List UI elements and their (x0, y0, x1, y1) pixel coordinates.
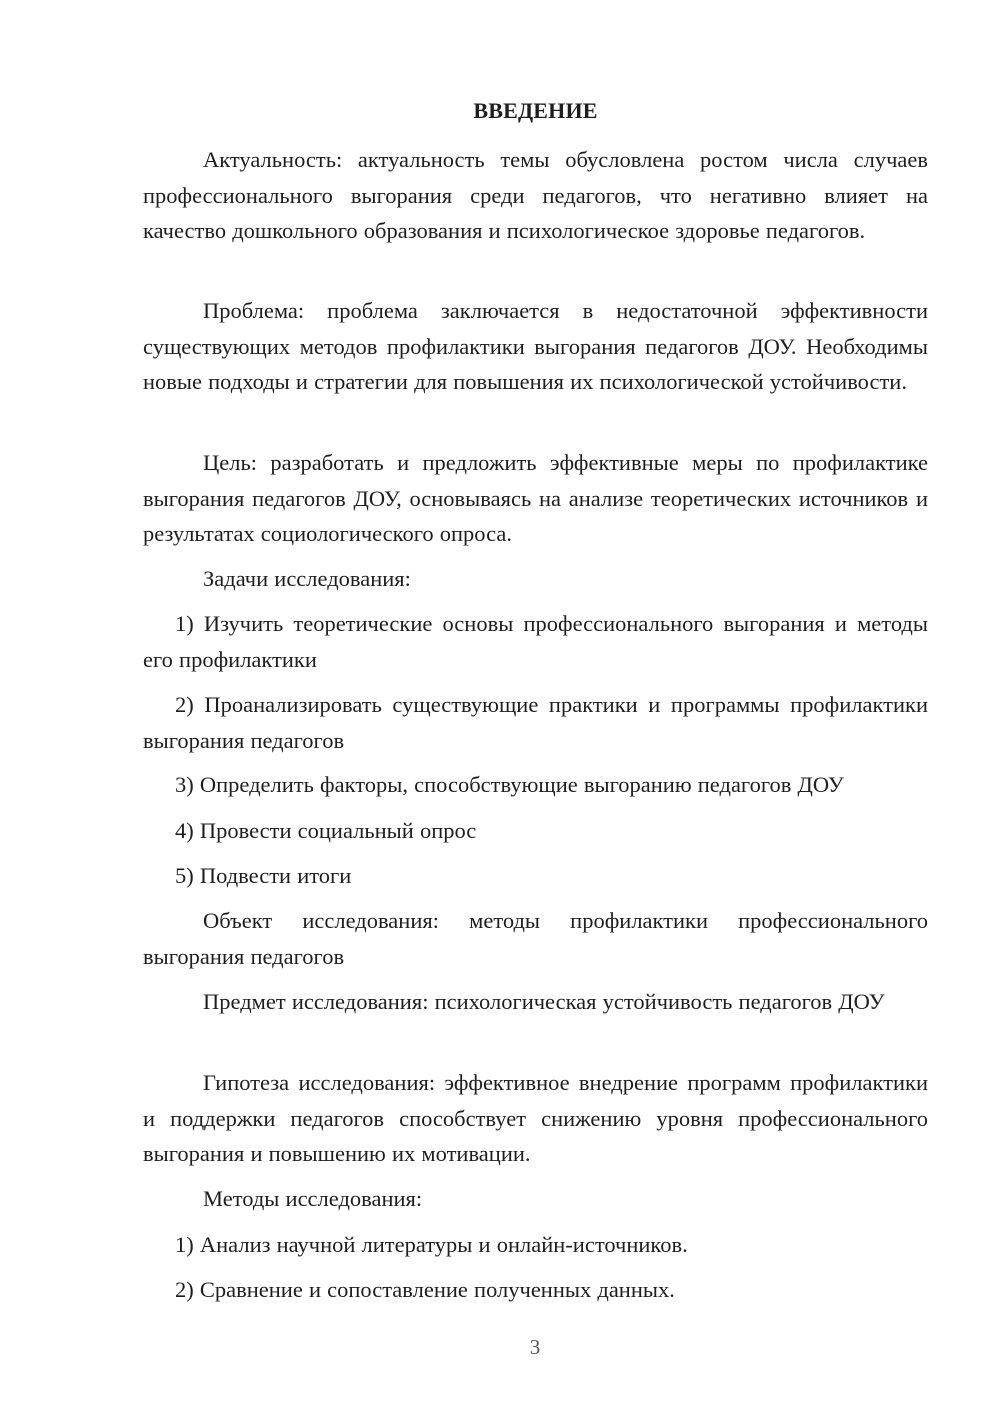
hypothesis-paragraph: Гипотеза исследования: эффективное внедрение программ профилактики и поддержки педагогов способствует снижению уровня профессионального выгорания и повышению их мотивации. (143, 1070, 928, 1166)
goal-paragraph: Цель: разработать и предложить эффективные меры по профилактике выгорания педагогов ДОУ, основываясь на анализе теоретических источников и результатах социологического опроса. (143, 450, 928, 546)
relevance-paragraph: Актуальность: актуальность темы обусловлена ростом числа случаев профессионального выгорания среди педагогов, что негативно влияет на качество дошкольного образования и психологическое здоровье педагогов. (143, 147, 928, 243)
method-item-2: 2) Сравнение и сопоставление полученных данных. (175, 1277, 675, 1302)
object-paragraph: Объект исследования: методы профилактики профессионального выгорания педагогов (143, 908, 928, 969)
page-title: ВВЕДЕНИЕ (473, 98, 598, 123)
methods-heading: Методы исследования: (203, 1186, 423, 1211)
task-item-5: 5) Подвести итоги (175, 863, 352, 888)
task-item-4: 4) Провести социальный опрос (175, 818, 477, 843)
subject-paragraph: Предмет исследования: психологическая устойчивость педагогов ДОУ (203, 989, 885, 1014)
task-item-1: 1) Изучить теоретические основы профессионального выгорания и методы его профилактики (143, 611, 928, 672)
task-item-2: 2) Проанализировать существующие практики и программы профилактики выгорания педагогов (143, 692, 928, 753)
page-number: 3 (529, 1335, 541, 1359)
tasks-heading: Задачи исследования: (203, 566, 411, 591)
method-item-1: 1) Анализ научной литературы и онлайн-источников. (175, 1232, 688, 1257)
problem-paragraph: Проблема: проблема заключается в недостаточной эффективности существующих методов профилактики выгорания педагогов ДОУ. Необходимы новые подходы и стратегии для повышения их психологической устойчивости. (143, 298, 928, 394)
task-item-3: 3) Определить факторы, способствующие выгоранию педагогов ДОУ (175, 772, 844, 797)
